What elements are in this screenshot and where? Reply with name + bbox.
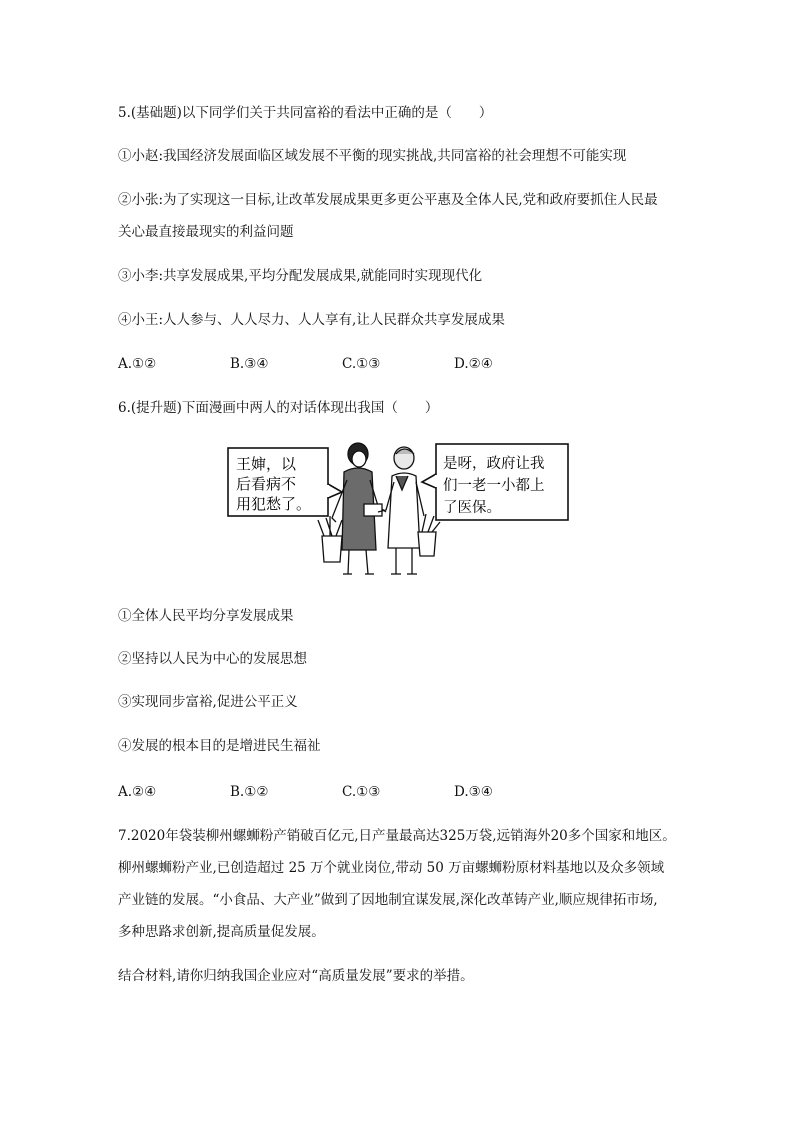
cartoon-illustration xyxy=(226,440,571,580)
q6-option-d[interactable]: D.③④ xyxy=(454,784,493,800)
q7-paragraph-line-4: 多种思路求创新,提高质量促发展。 xyxy=(118,924,325,940)
q5-option-d[interactable]: D.②④ xyxy=(454,356,493,372)
q5-statement-2b: 关心最直接最现实的利益问题 xyxy=(118,224,294,240)
q6-stem: 6.(提升题)下面漫画中两人的对话体现出我国（ ） xyxy=(118,400,439,416)
right-speech-bubble xyxy=(422,444,568,520)
q7-paragraph-line-1: 7.2020年袋装柳州螺蛳粉产销破百亿元,日产量最高达325万袋,远销海外20多个国家和地区。 xyxy=(118,828,676,844)
right-bubble-line-3: 了医保。 xyxy=(443,500,501,516)
q5-option-b[interactable]: B.③④ xyxy=(230,356,269,372)
q6-statement-1: ①全体人民平均分享发展成果 xyxy=(118,608,294,624)
left-bubble-line-2: 后看病不 xyxy=(236,475,297,493)
q6-statement-3: ③实现同步富裕,促进公平正义 xyxy=(118,694,298,710)
q5-option-c[interactable]: C.①③ xyxy=(342,356,381,372)
q5-stem: 5.(基础题)以下同学们关于共同富裕的看法中正确的是（ ） xyxy=(118,105,493,121)
q6-statement-4: ④发展的根本目的是增进民生福祉 xyxy=(118,738,321,754)
right-bubble-line-1: 是呀，政府让我 xyxy=(443,456,545,472)
q6-option-c[interactable]: C.①③ xyxy=(342,784,381,800)
q6-options xyxy=(118,782,566,802)
q5-statement-2a: ②小张:为了实现这一目标,让改革发展成果更多更公平惠及全体人民,党和政府要抓住人民最 xyxy=(118,192,658,208)
q5-statement-4: ④小王:人人参与、人人尽力、人人享有,让人民群众共享发展成果 xyxy=(118,312,505,328)
left-speech-bubble xyxy=(228,448,342,516)
left-bubble-line-3: 用犯愁了。 xyxy=(236,495,312,513)
q7-question: 结合材料,请你归纳我国企业应对“高质量发展”要求的举措。 xyxy=(118,968,474,984)
right-bubble-line-2: 们一老一小都上 xyxy=(443,478,545,494)
q6-option-b[interactable]: B.①② xyxy=(230,784,269,800)
q5-statement-3: ③小李:共享发展成果,平均分配发展成果,就能同时实现现代化 xyxy=(118,268,483,284)
q5-statement-1: ①小赵:我国经济发展面临区域发展不平衡的现实挑战,共同富裕的社会理想不可能实现 xyxy=(118,148,627,164)
q6-option-a[interactable]: A.②④ xyxy=(118,784,157,800)
left-bubble-line-1: 王婶，以 xyxy=(236,455,297,473)
q6-statement-2: ②坚持以人民为中心的发展思想 xyxy=(118,651,307,667)
woman-right-figure xyxy=(378,447,440,574)
q5-option-a[interactable]: A.①② xyxy=(118,356,157,372)
q7-paragraph-line-3: 产业链的发展。“小食品、大产业”做到了因地制宜谋发展,深化改革铸产业,顺应规律拓市场, xyxy=(118,892,658,908)
q7-paragraph-line-2: 柳州螺蛳粉产业,已创造超过 25 万个就业岗位,带动 50 万亩螺蛳粉原材料基地以及众多领域 xyxy=(118,860,665,876)
q5-options xyxy=(118,354,566,374)
